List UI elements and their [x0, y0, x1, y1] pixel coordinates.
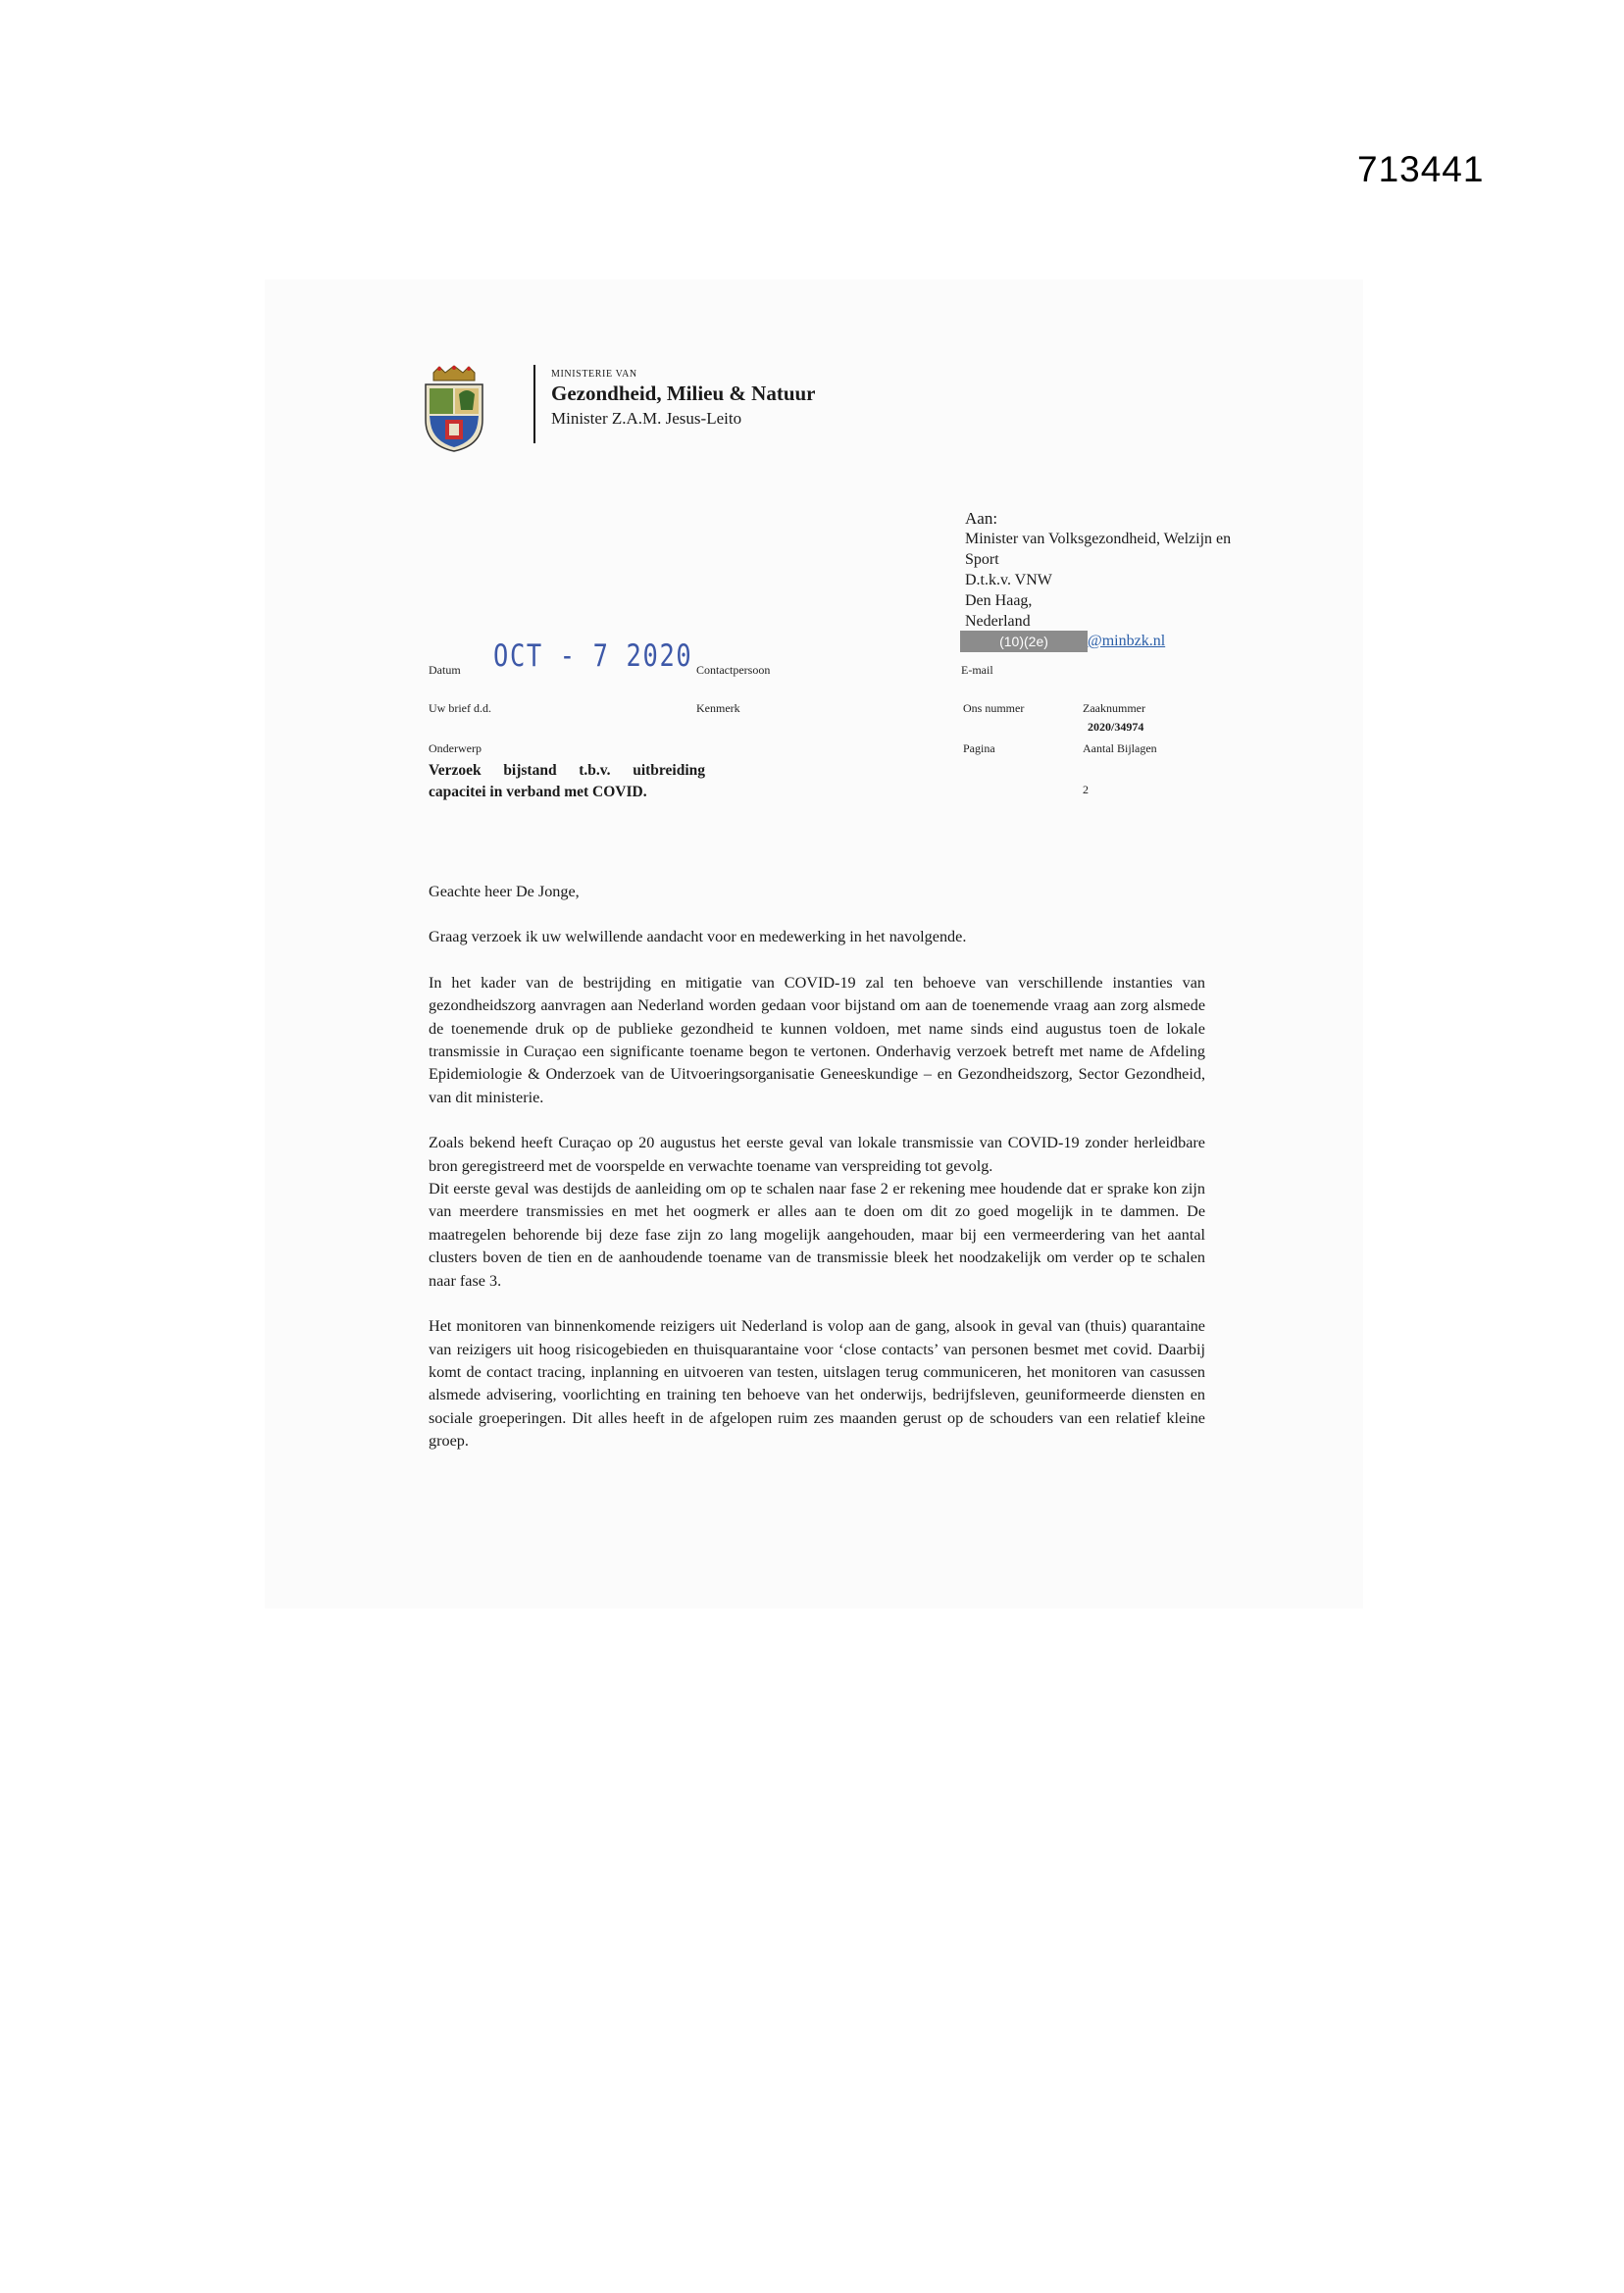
letterhead-divider	[533, 365, 535, 443]
addressee-line: Minister van Volksgezondheid, Welzijn en	[965, 531, 1232, 547]
ministry-name: Gezondheid, Milieu & Natuur	[551, 382, 816, 405]
addressee-email	[960, 631, 1165, 652]
paragraph: Dit eerste geval was destijds de aanleiding om op te schalen naar fase 2 er rekening mee houdende dat er sprake kon zijn van meerdere transmissies en met het oogmerk er alles aan te doen om dit zo goed mogelijk in te dammen. De maatregelen behorende bij deze fase zijn zo lang mogelijk aangehouden, maar bij een vermeerdering van het aantal clusters boven de tien en de aanhoudende toename van de transmissie bleek het noodzakelijk om verder op te schalen naar fase 3.	[429, 1180, 1205, 1290]
addressee-line: Den Haag,	[965, 592, 1033, 609]
email-link[interactable]: @minbzk.nl	[1088, 633, 1166, 649]
zaaknummer-value: 2020/34974	[1088, 720, 1144, 734]
letter-body	[429, 881, 1205, 1453]
coat-of-arms-logo	[424, 365, 484, 453]
contactpersoon-label: Contactpersoon	[696, 663, 771, 677]
pagina-label: Pagina	[963, 741, 995, 755]
paragraph: Het monitoren van binnenkomende reizigers uit Nederland is volop aan de gang, alsook in geval van (thuis) quarantaine van reizigers uit hoog risicogebieden en thuisquarantaine voor ‘close contacts’ van personen besmet met covid. Daarbij komt de contact tracing, inplanning en uitvoeren van testen, uitslagen terug communiceren, het monitoren van casussen alsmede advisering, voorlichting en training ten behoeve van het onderwijs, bedrijfsleven, geuniformeerde diensten en sociale groeperingen. Dit alles heeft in de afgelopen ruim zes maanden gerust op de schouders van een relatief kleine groep.	[429, 1317, 1205, 1451]
minister-name: Minister Z.A.M. Jesus-Leito	[551, 409, 742, 428]
paragraph: Zoals bekend heeft Curaçao op 20 augustus het eerste geval van lokale transmissie van COVID-19 zonder herleidbare bron geregistreerd met de voorspelde en verwachte toename van verspreiding tot gevolg.	[429, 1134, 1205, 1175]
addressee-block	[965, 508, 1231, 632]
addressee-line: D.t.k.v. VNW	[965, 572, 1052, 588]
salutation: Geachte heer De Jonge,	[429, 883, 580, 900]
pagina-value: 2	[1083, 783, 1089, 796]
datum-label: Datum	[429, 663, 461, 677]
ministry-label: MINISTERIE VAN	[551, 369, 637, 380]
onderwerp-label: Onderwerp	[429, 741, 482, 755]
date-stamp: OCT - 7 2020	[493, 638, 693, 674]
aantal-bijlagen-label: Aantal Bijlagen	[1083, 741, 1157, 755]
subject-line: capacitei in verband met COVID.	[429, 784, 647, 800]
kenmerk-label: Kenmerk	[696, 701, 740, 715]
addressee-label: Aan:	[965, 509, 998, 528]
addressee-line: Sport	[965, 551, 999, 568]
paragraph: In het kader van de bestrijding en mitigatie van COVID-19 zal ten behoeve van verschillende instanties van gezondheidszorg aanvragen aan Nederland worden gedaan voor bijstand om aan de toenemende vraag aan zorg alsmede de toenemende druk op de publieke gezondheid te kunnen voldoen, met name sinds eind augustus toen de lokale transmissie in Curaçao een significante toename begon te vertonen. Onderhavig verzoek betreft met name de Afdeling Epidemiologie & Onderzoek van de Uitvoeringsorganisatie Geneeskundige – en Gezondheidszorg, Sector Gezondheid, van dit ministerie.	[429, 973, 1205, 1106]
email-label: E-mail	[961, 663, 993, 677]
document-number: 713441	[1357, 149, 1485, 189]
paragraph: Graag verzoek ik uw welwillende aandacht voor en medewerking in het navolgende.	[429, 928, 967, 946]
ons-nummer-label: Ons nummer	[963, 701, 1025, 715]
subject	[429, 760, 705, 803]
zaaknummer-label: Zaaknummer	[1083, 701, 1145, 715]
subject-line: Verzoek bijstand t.b.v. uitbreiding	[429, 762, 705, 779]
uw-brief-label: Uw brief d.d.	[429, 701, 491, 715]
redaction-box: (10)(2e)	[960, 631, 1088, 652]
addressee-line: Nederland	[965, 613, 1031, 630]
